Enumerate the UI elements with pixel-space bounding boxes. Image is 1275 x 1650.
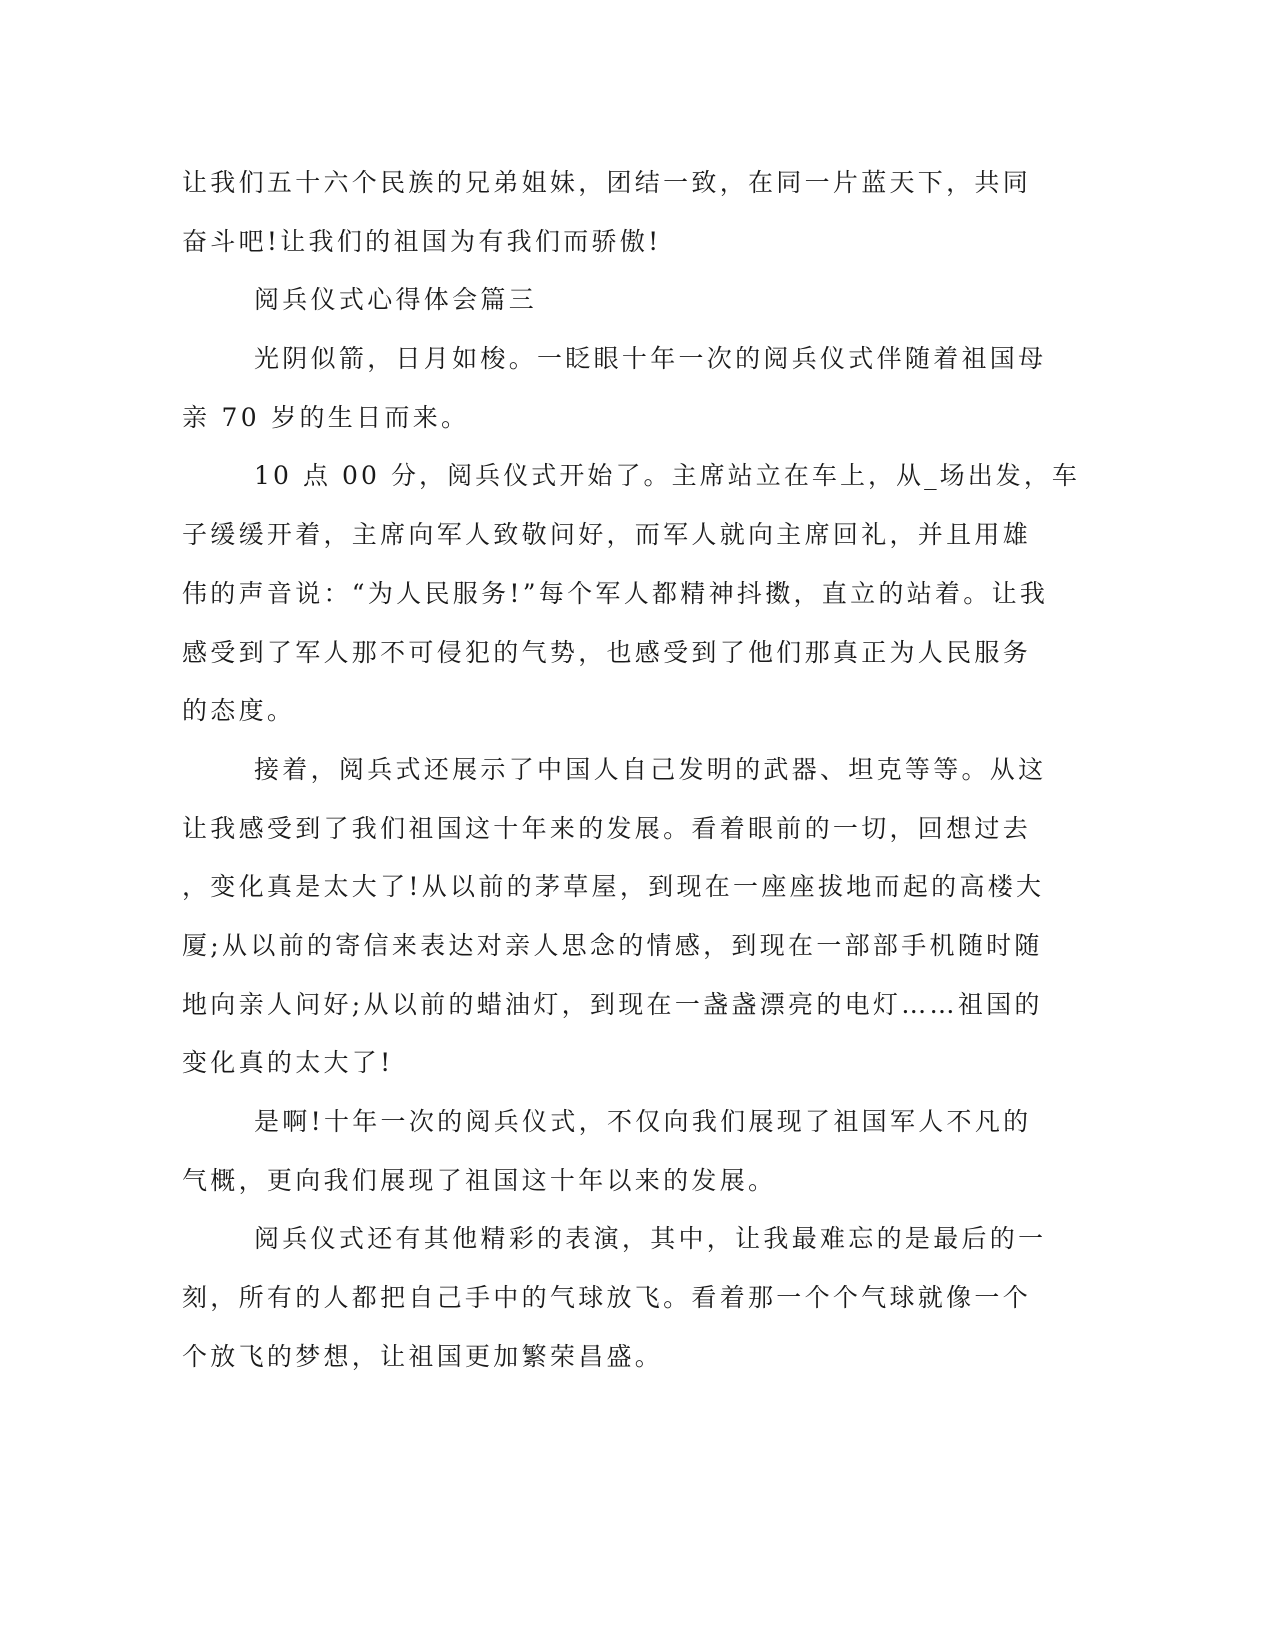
text-line: 的态度。 xyxy=(182,696,296,725)
text-line: 接着，阅兵式还展示了中国人自己发明的武器、坦克等等。从这 xyxy=(254,755,1047,784)
text-line: 刻，所有的人都把自己手中的气球放飞。看着那一个个气球就像一个 xyxy=(182,1283,1032,1312)
text-line: 子缓缓开着，主席向军人致敬问好，而军人就向主席回礼，并且用雄 xyxy=(182,520,1032,549)
text-line: 奋斗吧!让我们的祖国为有我们而骄傲! xyxy=(182,227,662,256)
text-line: 感受到了军人那不可侵犯的气势，也感受到了他们那真正为人民服务 xyxy=(182,638,1032,667)
text-line: 变化真的太大了! xyxy=(182,1048,394,1077)
text-line: 让我们五十六个民族的兄弟姐妹，团结一致，在同一片蓝天下，共同 xyxy=(182,168,1032,197)
text-line: 亲 70 岁的生日而来。 xyxy=(182,403,470,432)
text-line: 厦;从以前的寄信来表达对亲人思念的情感，到现在一部部手机随时随 xyxy=(182,931,1043,960)
text-line: 阅兵仪式还有其他精彩的表演，其中，让我最难忘的是最后的一 xyxy=(254,1224,1047,1253)
text-line: ，变化真是太大了!从以前的茅草屋，到现在一座座拔地而起的高楼大 xyxy=(182,872,1045,901)
text-line: 地向亲人问好;从以前的蜡油灯，到现在一盏盏漂亮的电灯……祖国的 xyxy=(182,990,1043,1019)
text-line: 是啊!十年一次的阅兵仪式，不仅向我们展现了祖国军人不凡的 xyxy=(254,1107,1032,1136)
text-line: 伟的声音说：“为人民服务!”每个军人都精神抖擞，直立的站着。让我 xyxy=(182,579,1049,608)
text-line: 光阴似箭，日月如梭。一眨眼十年一次的阅兵仪式伴随着祖国母 xyxy=(254,344,1047,373)
text-line: 让我感受到了我们祖国这十年来的发展。看着眼前的一切，回想过去 xyxy=(182,814,1032,843)
text-line: 个放飞的梦想，让祖国更加繁荣昌盛。 xyxy=(182,1342,664,1371)
section-heading: 阅兵仪式心得体会篇三 xyxy=(254,285,538,314)
text-line: 10 点 00 分，阅兵仪式开始了。主席站立在车上，从_场出发，车 xyxy=(254,461,1080,490)
text-line: 气概，更向我们展现了祖国这十年以来的发展。 xyxy=(182,1166,777,1195)
